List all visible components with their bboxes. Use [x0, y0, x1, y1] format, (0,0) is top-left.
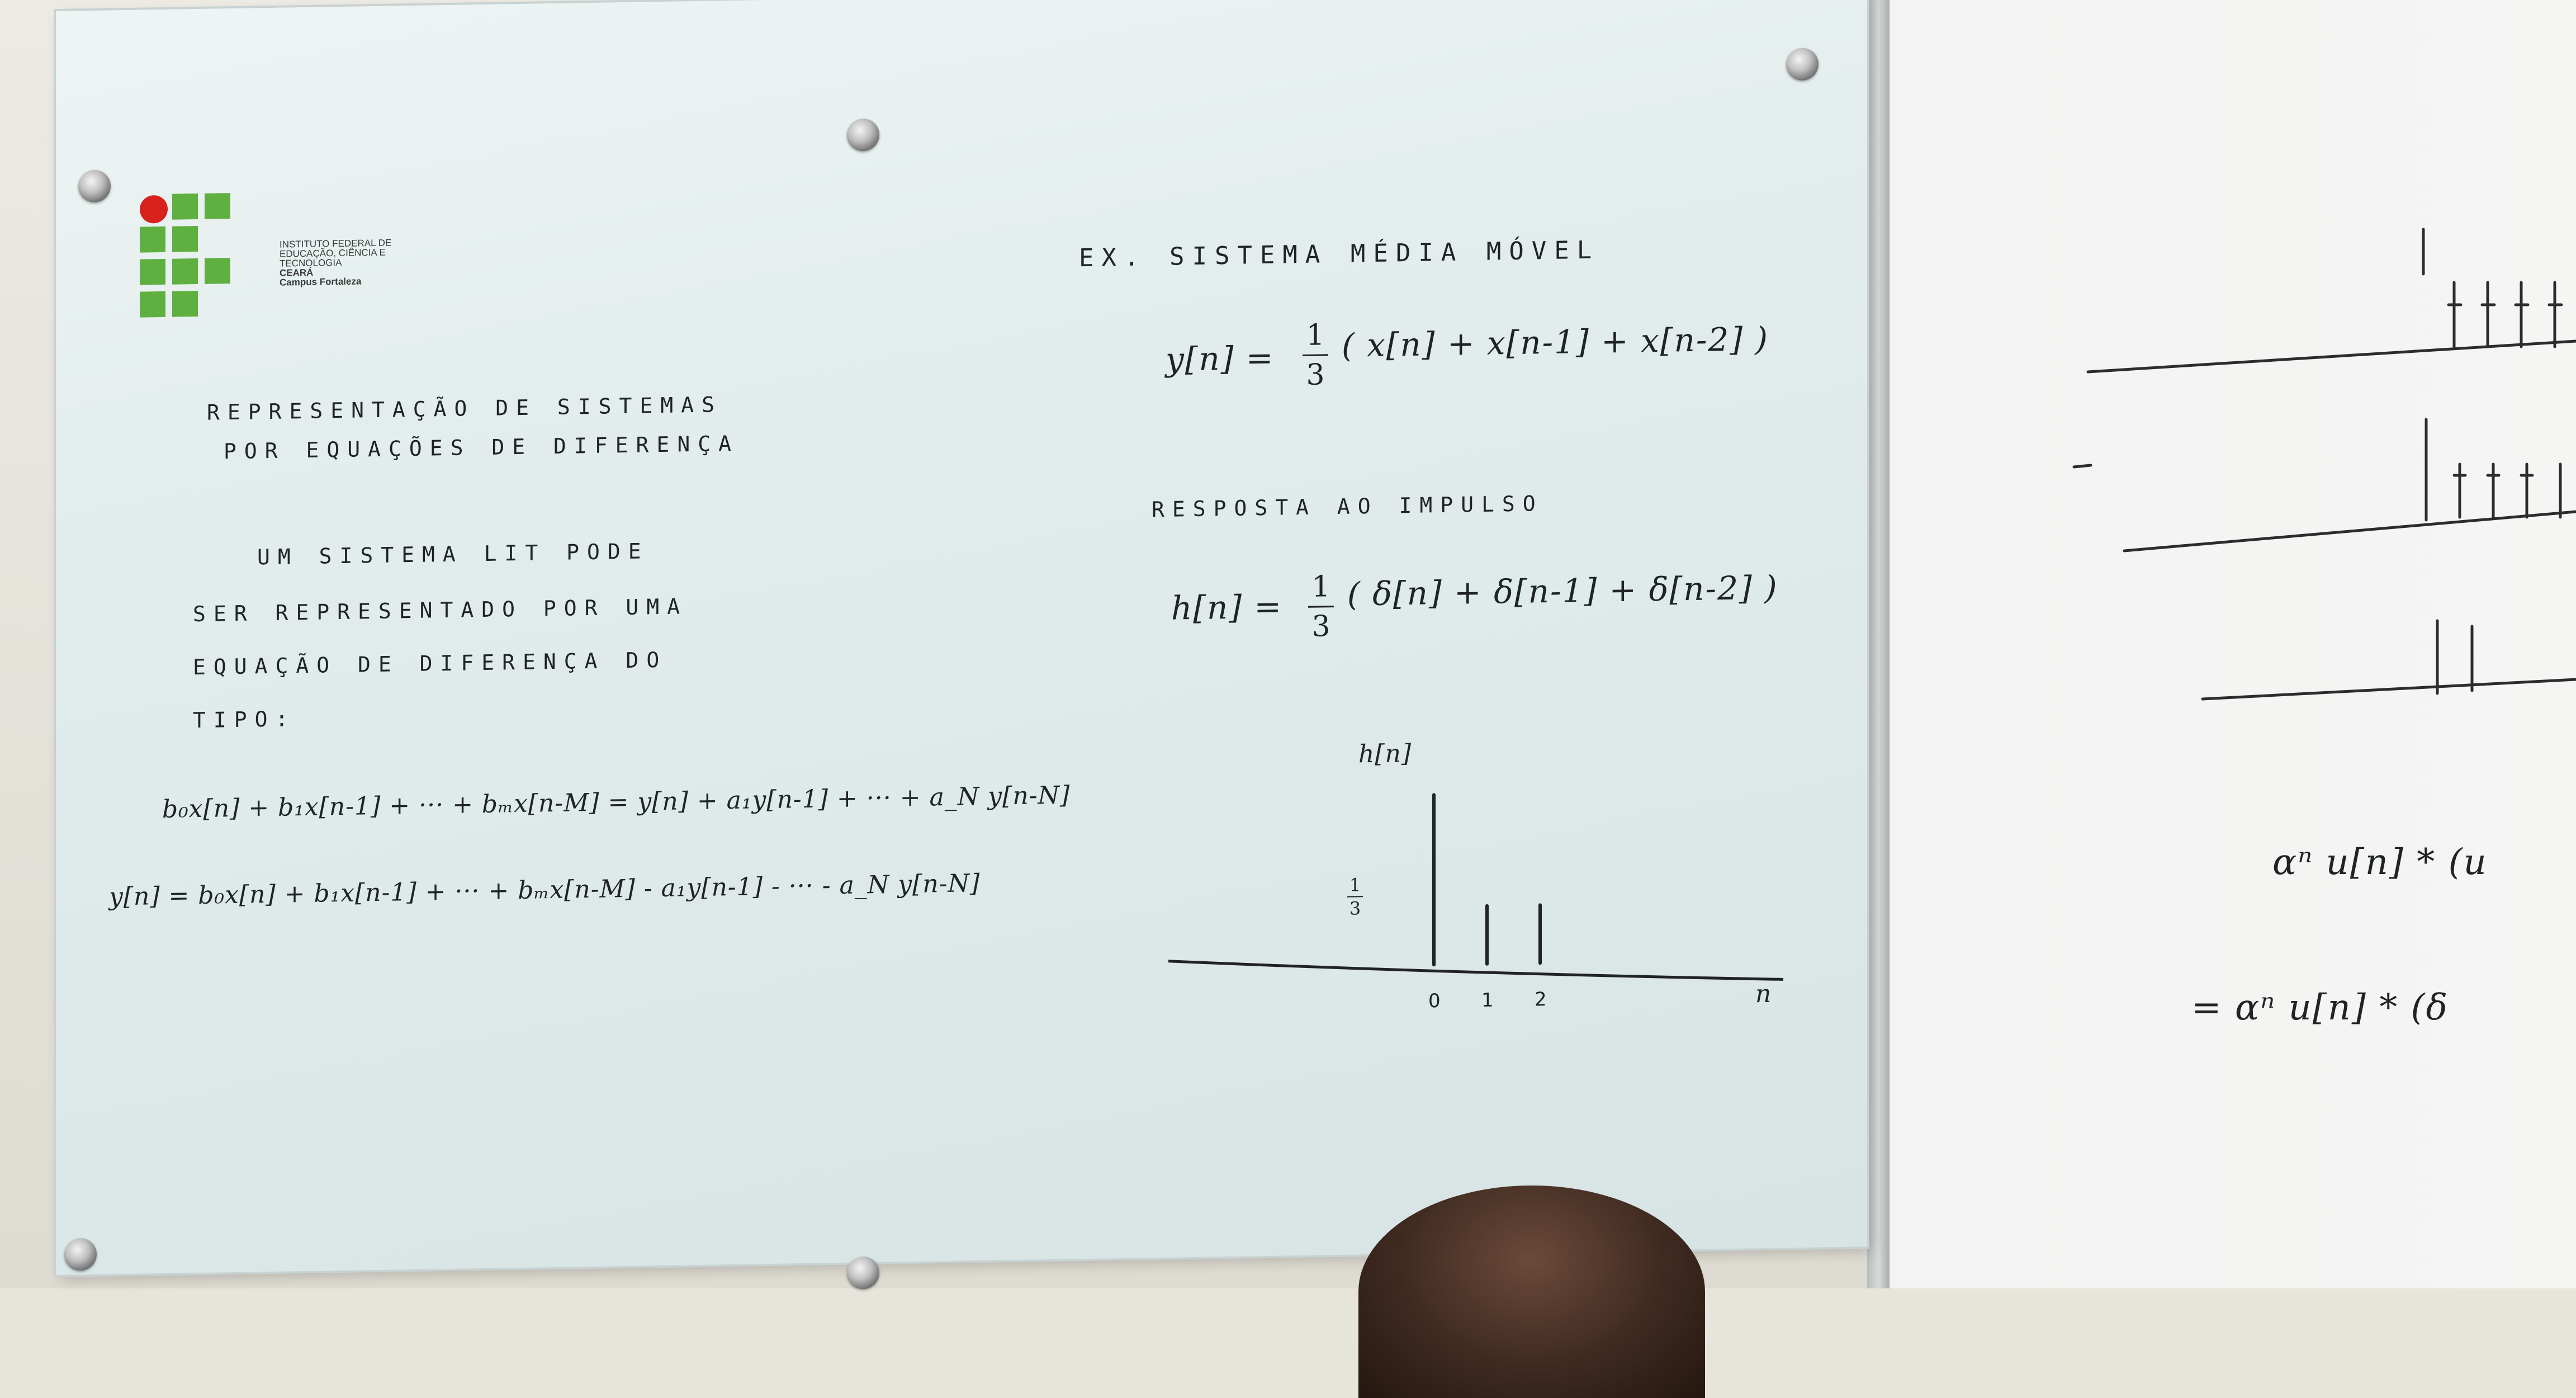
- impulse-response-title: RESPOSTA AO IMPULSO: [1152, 491, 1543, 522]
- right-board-line-1: αⁿ u[n] * (u: [2272, 842, 2488, 883]
- axis-line-2: [2124, 512, 2576, 551]
- fraction-denominator: 3: [1306, 358, 1325, 392]
- left-paragraph-line-2: SER REPRESENTADO POR UMA: [193, 594, 688, 627]
- left-title-line-2: POR EQUAÇÕES DE DIFERENÇA: [224, 431, 739, 464]
- axis-line-3: [2203, 679, 2576, 699]
- impulse-response-lhs: h[n] =: [1171, 587, 1282, 627]
- axis-line-1: [2088, 341, 2576, 372]
- example-title: EX. SISTEMA MÉDIA MÓVEL: [1079, 235, 1600, 273]
- logo-line: CEARÁ: [280, 267, 314, 278]
- impulse-response-stem-plot: [56, 0, 1867, 1275]
- level-numerator: 1: [1349, 874, 1361, 896]
- dash-mark: [2074, 465, 2091, 467]
- difference-equation-2: y[n] = b₀x[n] + b₁x[n-1] + ··· + bₘx[n-M] - a₁y[n-1] - ··· - a_N y[n-N]: [109, 869, 981, 911]
- plot-n-axis: [1168, 951, 1783, 989]
- fraction-numerator: 1: [1306, 318, 1325, 352]
- moving-average-rhs: ( x[n] + x[n-1] + x[n-2] ): [1342, 319, 1769, 365]
- fraction-numerator: 1: [1311, 570, 1330, 604]
- plot-tick-label: 1: [1481, 989, 1494, 1012]
- plot-tick-label: 2: [1535, 988, 1547, 1011]
- plot-level-label: [1347, 874, 1363, 919]
- fraction-denominator: 3: [1311, 610, 1330, 644]
- impulse-response-rhs: ( δ[n] + δ[n-1] + δ[n-2] ): [1347, 568, 1778, 613]
- logo-line: EDUCAÇÃO, CIÊNCIA E: [280, 247, 386, 259]
- left-paragraph-line-3: EQUAÇÃO DE DIFERENÇA DO: [193, 647, 667, 680]
- plot-x-label: n: [1755, 979, 1772, 1009]
- plot-y-label: h[n]: [1358, 739, 1412, 769]
- stem-marks-1: [2423, 229, 2561, 347]
- difference-equation-1: b₀x[n] + b₁x[n-1] + ··· + bₘx[n-M] = y[n] + a₁y[n-1] + ··· + a_N y[n-N]: [162, 781, 1071, 824]
- logo-line: TECNOLOGIA: [280, 257, 342, 269]
- right-board-line-2: = αⁿ u[n] * (δ: [2191, 987, 2449, 1028]
- logo-line: INSTITUTO FEDERAL DE: [280, 237, 392, 250]
- moving-average-lhs: y[n] =: [1166, 338, 1275, 379]
- glass-whiteboard: [56, 0, 1867, 1275]
- left-paragraph-line-4: TIPO:: [193, 706, 296, 733]
- stem-marks-3: [2437, 621, 2472, 693]
- plot-tick-label: 0: [1428, 990, 1441, 1013]
- right-whiteboard: [1867, 0, 2576, 1288]
- person-head: [1358, 1186, 1705, 1398]
- stem-marks-2: [2426, 419, 2560, 520]
- logo-line: Campus Fortaleza: [280, 276, 362, 288]
- level-denominator: 3: [1349, 898, 1361, 919]
- left-paragraph-line-1: UM SISTEMA LIT PODE: [257, 539, 649, 570]
- right-board-sketches: [1867, 0, 2576, 1288]
- left-title-line-1: REPRESENTAÇÃO DE SISTEMAS: [207, 392, 722, 425]
